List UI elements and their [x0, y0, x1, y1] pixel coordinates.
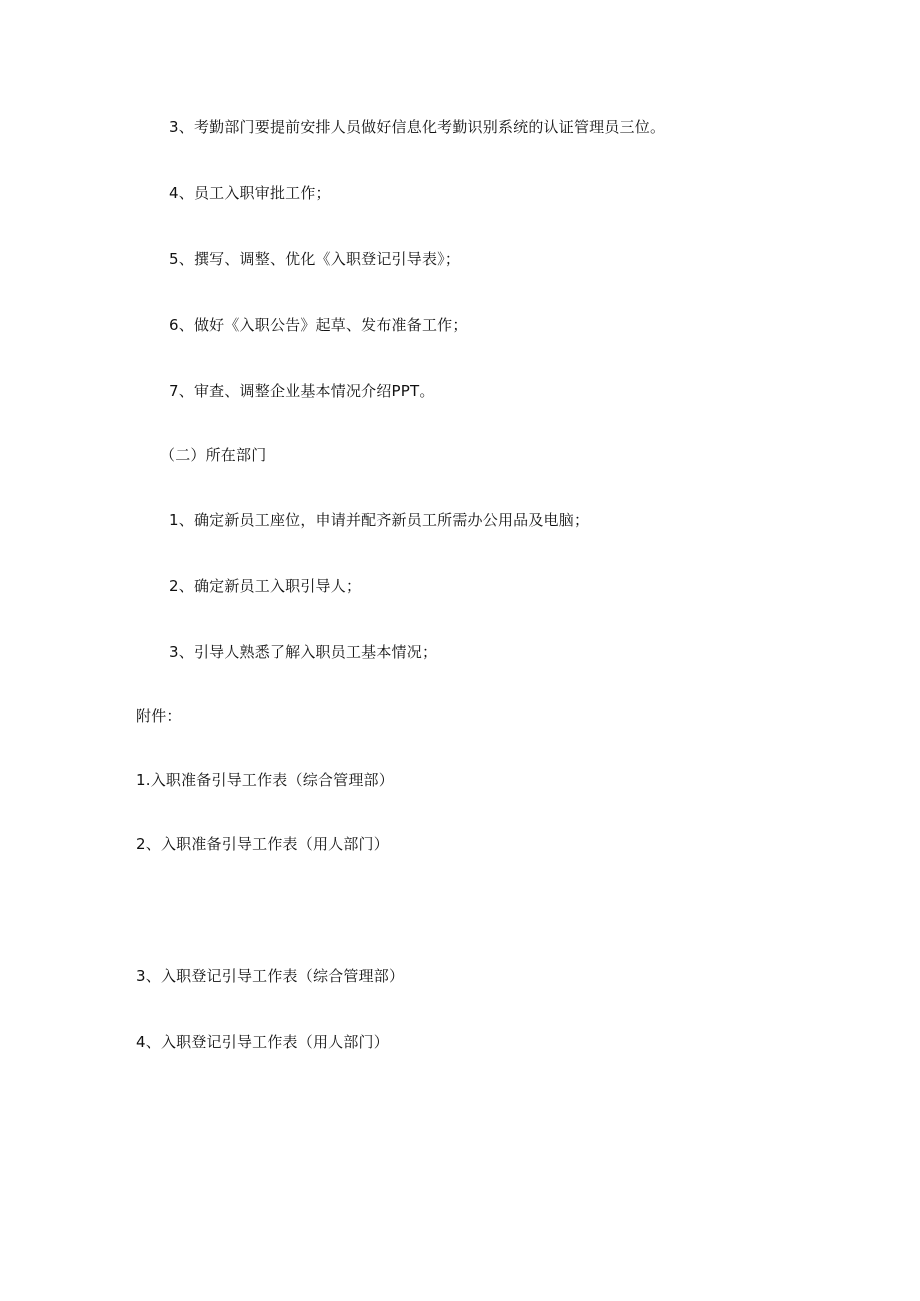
item-7-company-intro-ppt: 7、审查、调整企业基本情况介绍PPT。: [169, 382, 435, 400]
attachment-1: 1.入职准备引导工作表（综合管理部）: [136, 771, 394, 789]
dept-item-2-guide-person: 2、确定新员工入职引导人；: [169, 577, 362, 595]
section-heading-department: （二）所在部门: [160, 446, 267, 464]
item-6-onboarding-notice: 6、做好《入职公告》起草、发布准备工作；: [169, 316, 468, 334]
attachments-heading: 附件：: [136, 707, 182, 725]
item-3-attendance-setup: 3、考勤部门要提前安排人员做好信息化考勤识别系统的认证管理员三位。: [169, 118, 666, 136]
dept-item-3-guide-familiarize: 3、引导人熟悉了解入职员工基本情况；: [169, 643, 438, 661]
dept-item-1-seat-supplies: 1、确定新员工座位，申请并配齐新员工所需办公用品及电脑；: [169, 511, 590, 529]
item-5-registration-guide: 5、撰写、调整、优化《入职登记引导表》；: [169, 250, 461, 268]
attachment-3: 3、入职登记引导工作表（综合管理部）: [136, 967, 405, 985]
item-4-onboarding-approval: 4、员工入职审批工作；: [169, 184, 331, 202]
attachment-4: 4、入职登记引导工作表（用人部门）: [136, 1033, 389, 1051]
attachment-2: 2、入职准备引导工作表（用人部门）: [136, 835, 389, 853]
